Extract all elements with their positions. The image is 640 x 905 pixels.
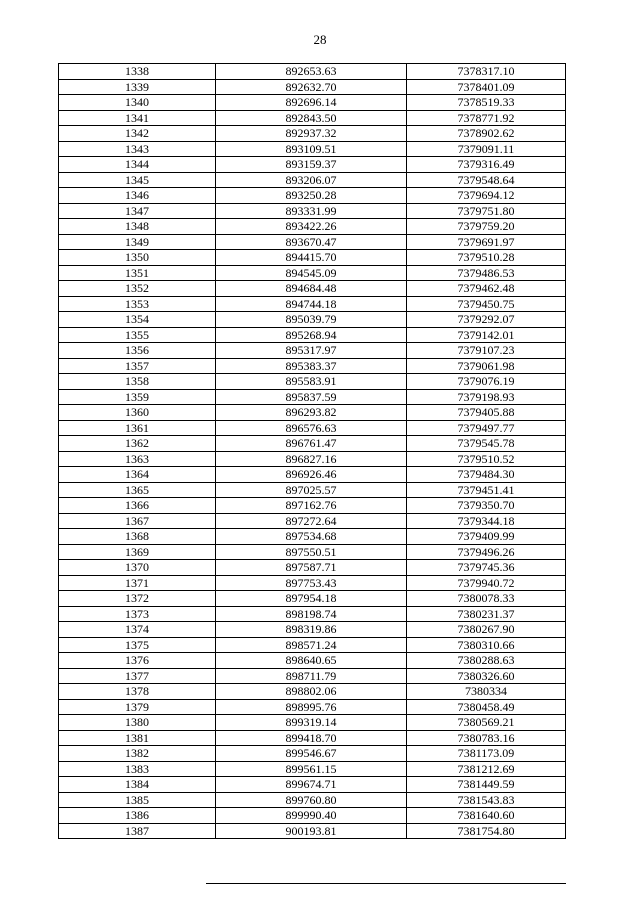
table-row bbox=[59, 808, 566, 824]
page-number: 28 bbox=[313, 32, 327, 47]
table-row bbox=[59, 653, 566, 669]
point-number-cell: 1353 bbox=[59, 296, 216, 312]
point-number-cell: 1383 bbox=[59, 761, 216, 777]
point-number-cell: 1374 bbox=[59, 622, 216, 638]
x-coordinate-cell: 896761.47 bbox=[216, 436, 407, 452]
point-number-cell: 1375 bbox=[59, 637, 216, 653]
x-coordinate-cell: 896576.63 bbox=[216, 420, 407, 436]
point-number-cell: 1365 bbox=[59, 482, 216, 498]
point-number-cell: 1362 bbox=[59, 436, 216, 452]
table-row bbox=[59, 64, 566, 80]
x-coordinate-cell: 899990.40 bbox=[216, 808, 407, 824]
y-coordinate-cell: 7378771.92 bbox=[407, 110, 566, 126]
x-coordinate-cell: 892632.70 bbox=[216, 79, 407, 95]
table-row bbox=[59, 265, 566, 281]
x-coordinate-cell: 900193.81 bbox=[216, 823, 407, 839]
table-row bbox=[59, 250, 566, 266]
table-row bbox=[59, 482, 566, 498]
x-coordinate-cell: 896926.46 bbox=[216, 467, 407, 483]
point-number-cell: 1348 bbox=[59, 219, 216, 235]
table-row bbox=[59, 358, 566, 374]
point-number-cell: 1347 bbox=[59, 203, 216, 219]
x-coordinate-cell: 894684.48 bbox=[216, 281, 407, 297]
y-coordinate-cell: 7381754.80 bbox=[407, 823, 566, 839]
x-coordinate-cell: 898711.79 bbox=[216, 668, 407, 684]
y-coordinate-cell: 7379107.23 bbox=[407, 343, 566, 359]
y-coordinate-cell: 7379548.64 bbox=[407, 172, 566, 188]
x-coordinate-cell: 893331.99 bbox=[216, 203, 407, 219]
x-coordinate-cell: 897587.71 bbox=[216, 560, 407, 576]
y-coordinate-cell: 7379405.88 bbox=[407, 405, 566, 421]
point-number-cell: 1366 bbox=[59, 498, 216, 514]
table-row bbox=[59, 95, 566, 111]
table-row bbox=[59, 110, 566, 126]
x-coordinate-cell: 896827.16 bbox=[216, 451, 407, 467]
table-row bbox=[59, 575, 566, 591]
point-number-cell: 1350 bbox=[59, 250, 216, 266]
x-coordinate-cell: 899319.14 bbox=[216, 715, 407, 731]
y-coordinate-cell: 7379751.80 bbox=[407, 203, 566, 219]
table-row bbox=[59, 513, 566, 529]
x-coordinate-cell: 898995.76 bbox=[216, 699, 407, 715]
point-number-cell: 1352 bbox=[59, 281, 216, 297]
y-coordinate-cell: 7379409.99 bbox=[407, 529, 566, 545]
y-coordinate-cell: 7379450.75 bbox=[407, 296, 566, 312]
point-number-cell: 1344 bbox=[59, 157, 216, 173]
x-coordinate-cell: 897550.51 bbox=[216, 544, 407, 560]
y-coordinate-cell: 7379350.70 bbox=[407, 498, 566, 514]
table-row bbox=[59, 188, 566, 204]
y-coordinate-cell: 7379486.53 bbox=[407, 265, 566, 281]
point-number-cell: 1386 bbox=[59, 808, 216, 824]
x-coordinate-cell: 895837.59 bbox=[216, 389, 407, 405]
y-coordinate-cell: 7379759.20 bbox=[407, 219, 566, 235]
x-coordinate-cell: 893250.28 bbox=[216, 188, 407, 204]
table-row bbox=[59, 792, 566, 808]
point-number-cell: 1368 bbox=[59, 529, 216, 545]
coordinates-table bbox=[58, 63, 566, 839]
x-coordinate-cell: 897025.57 bbox=[216, 482, 407, 498]
point-number-cell: 1358 bbox=[59, 374, 216, 390]
point-number-cell: 1371 bbox=[59, 575, 216, 591]
point-number-cell: 1359 bbox=[59, 389, 216, 405]
y-coordinate-cell: 7379510.28 bbox=[407, 250, 566, 266]
point-number-cell: 1340 bbox=[59, 95, 216, 111]
x-coordinate-cell: 899760.80 bbox=[216, 792, 407, 808]
table-row bbox=[59, 761, 566, 777]
table-row bbox=[59, 591, 566, 607]
x-coordinate-cell: 899418.70 bbox=[216, 730, 407, 746]
y-coordinate-cell: 7379496.26 bbox=[407, 544, 566, 560]
y-coordinate-cell: 7380267.90 bbox=[407, 622, 566, 638]
point-number-cell: 1357 bbox=[59, 358, 216, 374]
y-coordinate-cell: 7379091.11 bbox=[407, 141, 566, 157]
table-row bbox=[59, 699, 566, 715]
x-coordinate-cell: 893109.51 bbox=[216, 141, 407, 157]
point-number-cell: 1351 bbox=[59, 265, 216, 281]
y-coordinate-cell: 7379497.77 bbox=[407, 420, 566, 436]
table-row bbox=[59, 436, 566, 452]
table-row bbox=[59, 451, 566, 467]
point-number-cell: 1341 bbox=[59, 110, 216, 126]
point-number-cell: 1363 bbox=[59, 451, 216, 467]
table-row bbox=[59, 312, 566, 328]
table-row bbox=[59, 715, 566, 731]
x-coordinate-cell: 895583.91 bbox=[216, 374, 407, 390]
y-coordinate-cell: 7379292.07 bbox=[407, 312, 566, 328]
x-coordinate-cell: 895039.79 bbox=[216, 312, 407, 328]
y-coordinate-cell: 7380231.37 bbox=[407, 606, 566, 622]
x-coordinate-cell: 898198.74 bbox=[216, 606, 407, 622]
y-coordinate-cell: 7379142.01 bbox=[407, 327, 566, 343]
y-coordinate-cell: 7379316.49 bbox=[407, 157, 566, 173]
y-coordinate-cell: 7379940.72 bbox=[407, 575, 566, 591]
table-row bbox=[59, 126, 566, 142]
y-coordinate-cell: 7381640.60 bbox=[407, 808, 566, 824]
point-number-cell: 1360 bbox=[59, 405, 216, 421]
point-number-cell: 1342 bbox=[59, 126, 216, 142]
point-number-cell: 1364 bbox=[59, 467, 216, 483]
table-row bbox=[59, 684, 566, 700]
y-coordinate-cell: 7379545.78 bbox=[407, 436, 566, 452]
y-coordinate-cell: 7379076.19 bbox=[407, 374, 566, 390]
y-coordinate-cell: 7379694.12 bbox=[407, 188, 566, 204]
point-number-cell: 1355 bbox=[59, 327, 216, 343]
x-coordinate-cell: 893422.26 bbox=[216, 219, 407, 235]
point-number-cell: 1387 bbox=[59, 823, 216, 839]
x-coordinate-cell: 893159.37 bbox=[216, 157, 407, 173]
table-row bbox=[59, 622, 566, 638]
x-coordinate-cell: 895383.37 bbox=[216, 358, 407, 374]
x-coordinate-cell: 892653.63 bbox=[216, 64, 407, 80]
y-coordinate-cell: 7380078.33 bbox=[407, 591, 566, 607]
x-coordinate-cell: 894415.70 bbox=[216, 250, 407, 266]
point-number-cell: 1373 bbox=[59, 606, 216, 622]
table-row bbox=[59, 281, 566, 297]
y-coordinate-cell: 7379061.98 bbox=[407, 358, 566, 374]
point-number-cell: 1381 bbox=[59, 730, 216, 746]
point-number-cell: 1376 bbox=[59, 653, 216, 669]
y-coordinate-cell: 7379462.48 bbox=[407, 281, 566, 297]
x-coordinate-cell: 892843.50 bbox=[216, 110, 407, 126]
table-row bbox=[59, 746, 566, 762]
y-coordinate-cell: 7381449.59 bbox=[407, 777, 566, 793]
table-row bbox=[59, 234, 566, 250]
table-row bbox=[59, 79, 566, 95]
x-coordinate-cell: 898319.86 bbox=[216, 622, 407, 638]
y-coordinate-cell: 7380310.66 bbox=[407, 637, 566, 653]
table-row bbox=[59, 668, 566, 684]
y-coordinate-cell: 7380334 bbox=[407, 684, 566, 700]
y-coordinate-cell: 7381173.09 bbox=[407, 746, 566, 762]
table-row bbox=[59, 637, 566, 653]
table-row bbox=[59, 560, 566, 576]
x-coordinate-cell: 892937.32 bbox=[216, 126, 407, 142]
y-coordinate-cell: 7378519.33 bbox=[407, 95, 566, 111]
x-coordinate-cell: 892696.14 bbox=[216, 95, 407, 111]
x-coordinate-cell: 898640.65 bbox=[216, 653, 407, 669]
table-row bbox=[59, 467, 566, 483]
table-row bbox=[59, 141, 566, 157]
table-row bbox=[59, 730, 566, 746]
y-coordinate-cell: 7379451.41 bbox=[407, 482, 566, 498]
table-row bbox=[59, 327, 566, 343]
point-number-cell: 1343 bbox=[59, 141, 216, 157]
point-number-cell: 1380 bbox=[59, 715, 216, 731]
x-coordinate-cell: 898802.06 bbox=[216, 684, 407, 700]
y-coordinate-cell: 7378902.62 bbox=[407, 126, 566, 142]
y-coordinate-cell: 7381212.69 bbox=[407, 761, 566, 777]
x-coordinate-cell: 896293.82 bbox=[216, 405, 407, 421]
table-row bbox=[59, 296, 566, 312]
x-coordinate-cell: 897753.43 bbox=[216, 575, 407, 591]
y-coordinate-cell: 7378317.10 bbox=[407, 64, 566, 80]
y-coordinate-cell: 7379510.52 bbox=[407, 451, 566, 467]
table-row bbox=[59, 544, 566, 560]
x-coordinate-cell: 897162.76 bbox=[216, 498, 407, 514]
point-number-cell: 1384 bbox=[59, 777, 216, 793]
point-number-cell: 1354 bbox=[59, 312, 216, 328]
point-number-cell: 1346 bbox=[59, 188, 216, 204]
table-row bbox=[59, 157, 566, 173]
y-coordinate-cell: 7378401.09 bbox=[407, 79, 566, 95]
y-coordinate-cell: 7380326.60 bbox=[407, 668, 566, 684]
point-number-cell: 1345 bbox=[59, 172, 216, 188]
table-row bbox=[59, 343, 566, 359]
table-row bbox=[59, 374, 566, 390]
x-coordinate-cell: 898571.24 bbox=[216, 637, 407, 653]
point-number-cell: 1370 bbox=[59, 560, 216, 576]
point-number-cell: 1377 bbox=[59, 668, 216, 684]
point-number-cell: 1379 bbox=[59, 699, 216, 715]
table-row bbox=[59, 606, 566, 622]
x-coordinate-cell: 897954.18 bbox=[216, 591, 407, 607]
y-coordinate-cell: 7381543.83 bbox=[407, 792, 566, 808]
point-number-cell: 1339 bbox=[59, 79, 216, 95]
point-number-cell: 1349 bbox=[59, 234, 216, 250]
table-row bbox=[59, 172, 566, 188]
table-row bbox=[59, 420, 566, 436]
point-number-cell: 1361 bbox=[59, 420, 216, 436]
table-row bbox=[59, 389, 566, 405]
y-coordinate-cell: 7379745.36 bbox=[407, 560, 566, 576]
table-row bbox=[59, 529, 566, 545]
y-coordinate-cell: 7379484.30 bbox=[407, 467, 566, 483]
y-coordinate-cell: 7380288.63 bbox=[407, 653, 566, 669]
coordinates-table-body bbox=[59, 64, 566, 839]
point-number-cell: 1372 bbox=[59, 591, 216, 607]
x-coordinate-cell: 899561.15 bbox=[216, 761, 407, 777]
point-number-cell: 1338 bbox=[59, 64, 216, 80]
y-coordinate-cell: 7379198.93 bbox=[407, 389, 566, 405]
table-row bbox=[59, 203, 566, 219]
x-coordinate-cell: 895317.97 bbox=[216, 343, 407, 359]
table-row bbox=[59, 777, 566, 793]
x-coordinate-cell: 894545.09 bbox=[216, 265, 407, 281]
y-coordinate-cell: 7380783.16 bbox=[407, 730, 566, 746]
table-row bbox=[59, 823, 566, 839]
point-number-cell: 1385 bbox=[59, 792, 216, 808]
point-number-cell: 1382 bbox=[59, 746, 216, 762]
x-coordinate-cell: 893670.47 bbox=[216, 234, 407, 250]
y-coordinate-cell: 7379691.97 bbox=[407, 234, 566, 250]
table-row bbox=[59, 498, 566, 514]
point-number-cell: 1378 bbox=[59, 684, 216, 700]
y-coordinate-cell: 7380569.21 bbox=[407, 715, 566, 731]
point-number-cell: 1356 bbox=[59, 343, 216, 359]
x-coordinate-cell: 894744.18 bbox=[216, 296, 407, 312]
x-coordinate-cell: 893206.07 bbox=[216, 172, 407, 188]
point-number-cell: 1369 bbox=[59, 544, 216, 560]
x-coordinate-cell: 899546.67 bbox=[216, 746, 407, 762]
y-coordinate-cell: 7380458.49 bbox=[407, 699, 566, 715]
y-coordinate-cell: 7379344.18 bbox=[407, 513, 566, 529]
footer-line bbox=[206, 883, 566, 884]
table-row bbox=[59, 219, 566, 235]
x-coordinate-cell: 897534.68 bbox=[216, 529, 407, 545]
x-coordinate-cell: 897272.64 bbox=[216, 513, 407, 529]
point-number-cell: 1367 bbox=[59, 513, 216, 529]
x-coordinate-cell: 895268.94 bbox=[216, 327, 407, 343]
table-row bbox=[59, 405, 566, 421]
x-coordinate-cell: 899674.71 bbox=[216, 777, 407, 793]
